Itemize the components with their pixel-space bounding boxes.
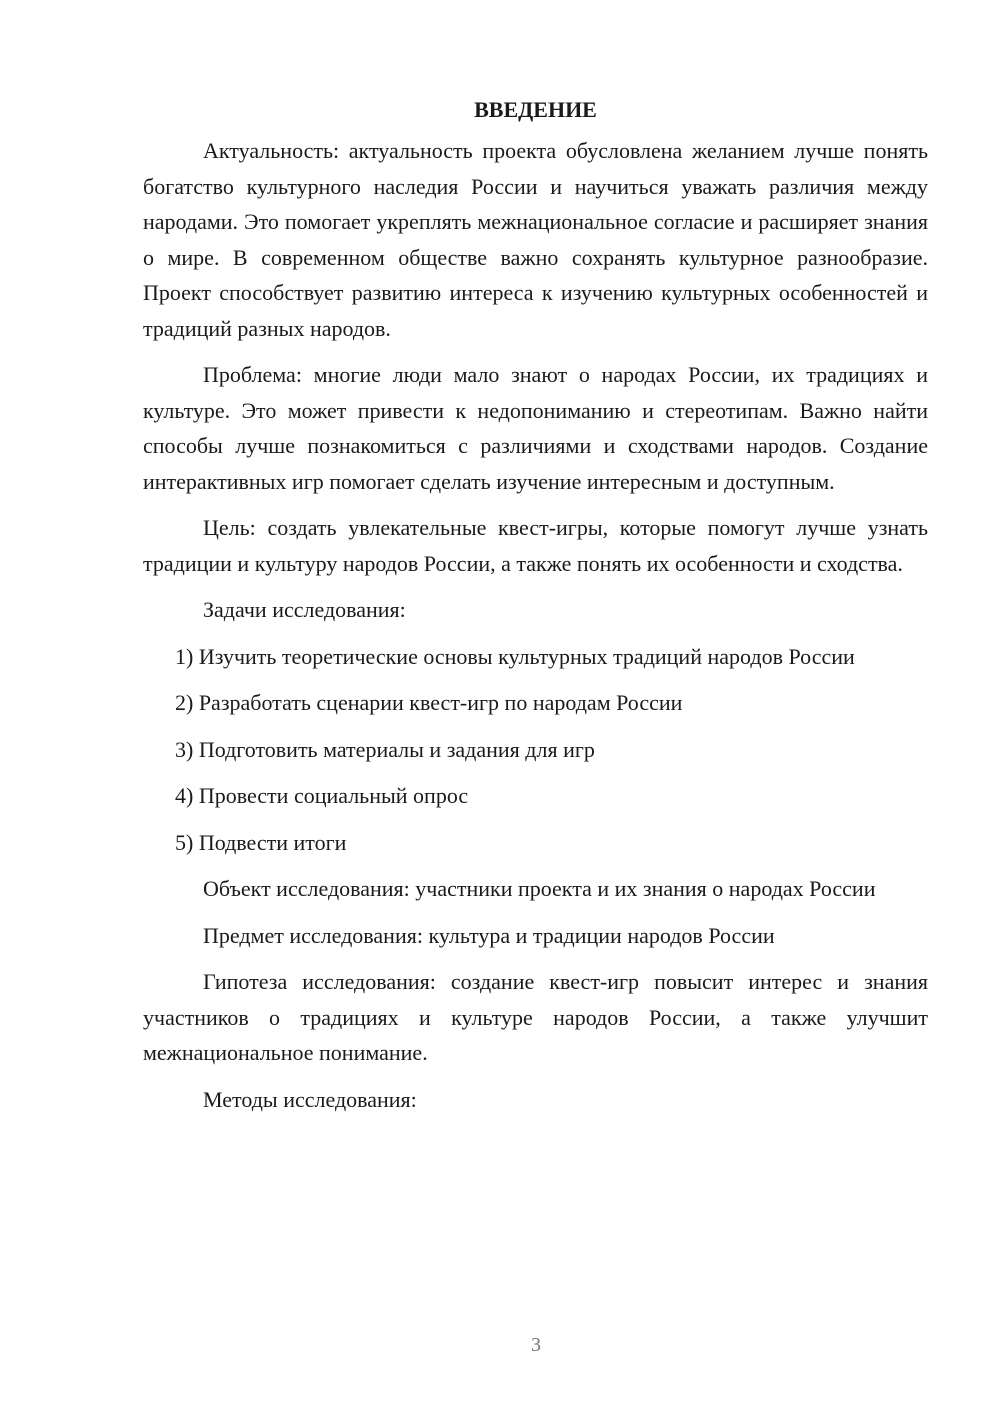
methods-heading: Методы исследования: bbox=[203, 1086, 417, 1112]
document-page bbox=[143, 92, 928, 1128]
hypothesis-paragraph: Гипотеза исследования: создание квест-игр повысит интерес и знания участников о традициях и культуре народов России, а также улучшит межнациональное понимание. bbox=[143, 969, 928, 1065]
problem-paragraph: Проблема: многие люди мало знают о народах России, их традициях и культуре. Это может привести к недопониманию и стереотипам. Важно найти способы лучше познакомиться с различиями и сходствами народов. Создание интерактивных игр помогает сделать изучение интересным и доступным. bbox=[143, 362, 928, 494]
task-item: 3) Подготовить материалы и задания для игр bbox=[175, 736, 595, 762]
object-paragraph: Объект исследования: участники проекта и их знания о народах России bbox=[203, 876, 876, 901]
page-number: 3 bbox=[531, 1334, 541, 1356]
task-item: 2) Разработать сценарии квест-игр по народам России bbox=[175, 690, 683, 715]
task-item: 5) Подвести итоги bbox=[175, 829, 347, 855]
goal-paragraph: Цель: создать увлекательные квест-игры, которые помогут лучше узнать традиции и культуру народов России, а также понять их особенности и сходства. bbox=[143, 515, 928, 576]
relevance-paragraph: Актуальность: актуальность проекта обусловлена желанием лучше понять богатство культурного наследия России и научиться уважать различия между народами. Это помогает укреплять межнациональное согласие и расширяет знания о мире. В современном обществе важно сохранять культурное разнообразие. Проект способствует развитию интереса к изучению культурных особенностей и традиций разных народов. bbox=[143, 138, 928, 341]
subject-paragraph: Предмет исследования: культура и традиции народов России bbox=[203, 922, 775, 948]
section-title: ВВЕДЕНИЕ bbox=[474, 97, 597, 122]
task-item: 1) Изучить теоретические основы культурных традиций народов России bbox=[175, 643, 855, 669]
tasks-heading: Задачи исследования: bbox=[203, 597, 406, 622]
task-item: 4) Провести социальный опрос bbox=[175, 783, 469, 808]
